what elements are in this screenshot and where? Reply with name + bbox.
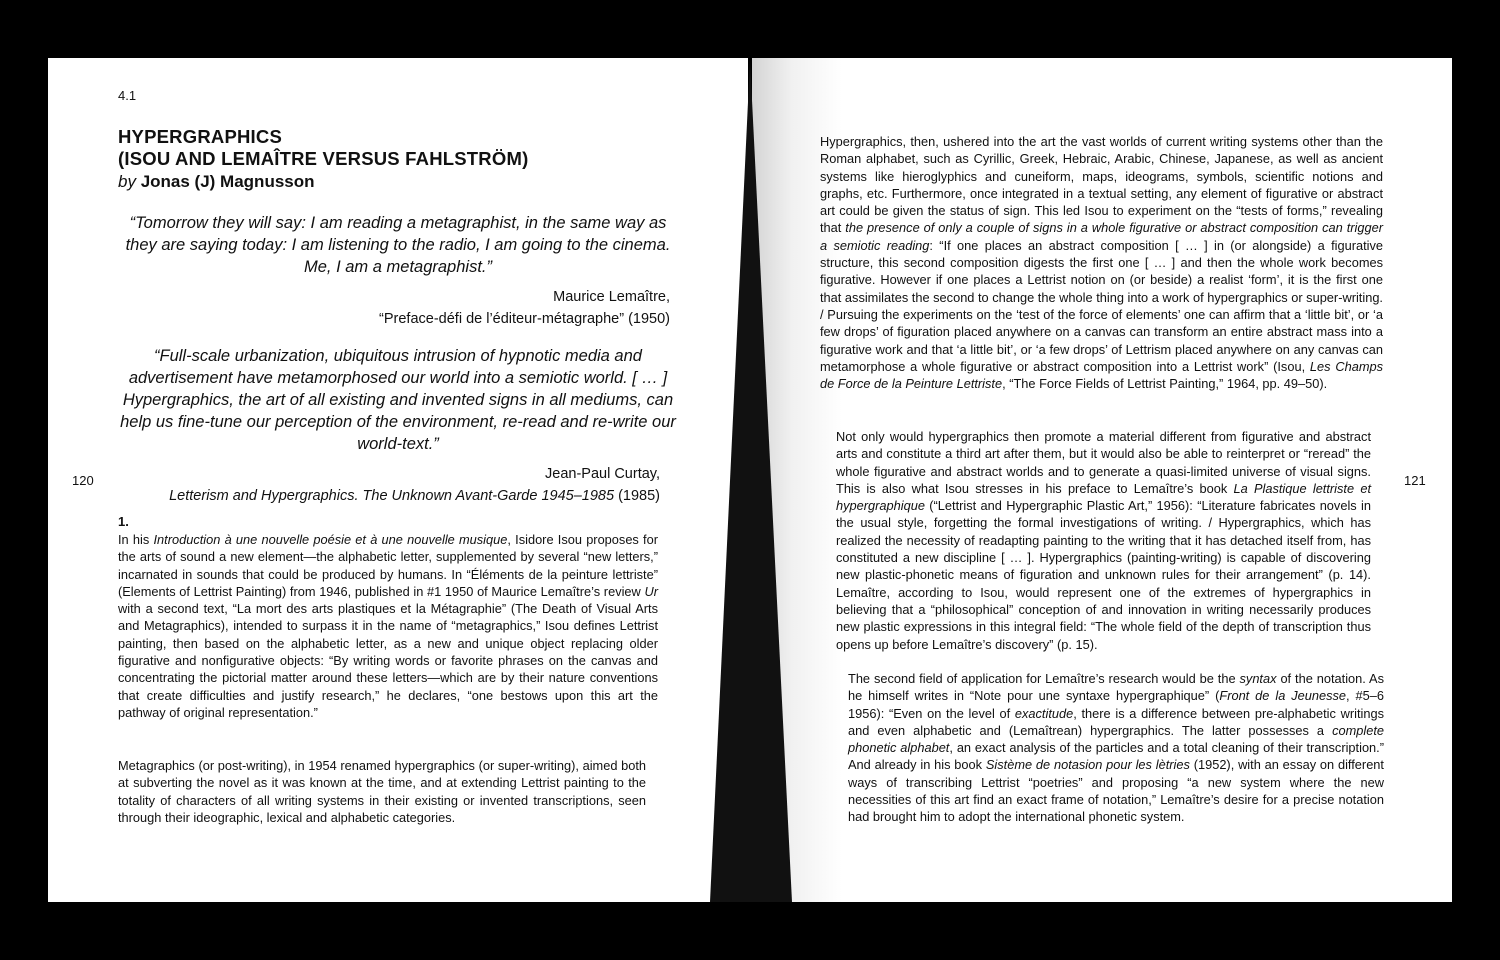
body-paragraph-left-1: In his Introduction à une nouvelle poésie et à une nouvelle musique, Isidore Isou proposes for the arts of sound a new element—the alphabetic letter, supplemented by several “new letters,” incarnated in sounds that could be produced by humans. In “Éléments de la peinture lettriste” (Elements of Lettrist Painting) from 1946, published in #1 1950 of Maurice Lemaître’s review Ur with a second text, “La mort des arts plastiques et la Métagraphie” (The Death of Visual Arts and Metagraphics), intended to surpass it in the name of “metagraphics,” Isou defines Lettrist painting, then based on the alphabetic letter, as a new and unique object replacing older figurative and nonfigurative objects: “By writing words or favorite phrases on the canvas and concentrating the pictorial matter around these letters—which are by their nature conventions that create difficulties and justify research,” he declares, “one bestows upon this art the pathway of original representation.” (118, 532, 658, 720)
body-paragraph-right-2: Not only would hypergraphics then promote a material different from figurative and abstract arts and constitute a third art after them, but it would also be able to reinterpret or “reread” the whole figurative and abstract worlds and to generate a quasi-limited universe of visual signs. This is also what Isou stresses in his preface to Lemaître’s book La Plastique lettriste et hypergraphique (“Lettrist and Hypergraphic Plastic Art,” 1956): “Literature fabricates novels in the usual style, forgetting the formal investigations of writing. / Hypergraphics, which has realized the necessity of readapting painting to the writing that it has detached itself from, has constituted a new discipline [ … ]. Hypergraphics (painting-writing) is capable of discovering new plastic-phonetic means of figuration and unknown rules for their arrangement” (p. 14). Lemaître, according to Isou, would represent one of the extremes of hypergraphics in believing that a “philosophical” conception of and innovation in writing necessarily produces new plastic expressions in this integral field: “The whole field of the depth of transcription thus opens up before Lemaître’s discovery” (p. 15). (836, 429, 1371, 652)
byline-by: by (118, 172, 136, 191)
section-heading: 1. (118, 514, 129, 529)
epigraph-source-1: “Preface-défi de l’éditeur-métagraphe” (1950) (379, 311, 670, 327)
epigraph-quote-2: “Full-scale urbanization, ubiquitous intrusion of hypnotic media and advertisement have metamorphosed our world into a semiotic world. [ … ] Hypergraphics, the art of all existing and invented signs in all mediums, can help us fine-tune our perception of the environment, re-read and re-write our world-text.” (120, 347, 676, 453)
body-paragraph-left-2: Metagraphics (or post-writing), in 1954 renamed hypergraphics (or super-writing), aimed both at subverting the novel as it was known at the time, and at extending Lettrist painting to the totality of characters of all writing systems in their existing or invented transcriptions, seen through their ideographic, lexical and alphabetic categories. (118, 758, 646, 825)
section-number: 4.1 (118, 88, 137, 103)
epigraph-author-1: Maurice Lemaître, (553, 289, 670, 305)
epigraph-source-title-2: Letterism and Hypergraphics. The Unknown Avant-Garde 1945–1985 (169, 488, 615, 504)
body-paragraph-right-1: Hypergraphics, then, ushered into the art the vast worlds of current writing systems other than the Roman alphabet, such as Cyrillic, Greek, Hebraic, Arabic, Chinese, Japanese, as well as ancient systems like hieroglyphics and cuneiform, maps, ideograms, symbols, scientific notions and graphs, etc. Furthermore, once integrated in a textual setting, any element of figurative or abstract art could be given the status of sign. This led Isou to experiment on the “tests of forms,” revealing that the presence of only a couple of signs in a whole figurative or abstract composition can trigger a semiotic reading: “If one places an abstract composition [ … ] in (or alongside) a figurative structure, this second composition digests the first one [ … ] and then the whole work becomes figurative. However if one places a Lettrist notion on (or beside) a realist ‘form’, it is the first one that assimilates the second to change the whole thing into a work of hypergraphics or super-writing. / Pursuing the experiments on the ‘test of the force of elements’ one can affirm that a ‘little bit’, or ‘a few drops’ of figuration placed anywhere on a canvas can transform an entire abstract mass into a figurative work and that ‘a little bit’, or ‘a few drops’ of Lettrism placed anywhere on any canvas can metamorphose a whole figurative or abstract composition into a Lettrist work” (Isou, Les Champs de Force de la Peinture Lettriste, “The Force Fields of Lettrist Painting,” 1964, pp. 49–50). (820, 134, 1383, 392)
epigraph-source-year-2: (1985) (618, 488, 660, 504)
page-number-right: 121 (1404, 473, 1426, 488)
epigraph-author-2: Jean-Paul Curtay, (545, 466, 660, 482)
epigraph-quote-1: “Tomorrow they will say: I am reading a metagraphist, in the same way as they are saying today: I am listening to the radio, I am going to the cinema. Me, I am a metagraphist.” (125, 214, 671, 276)
epigraph-attribution-1 (278, 286, 670, 330)
epigraph-attribution-2 (108, 463, 660, 507)
author-name: Jonas (J) Magnusson (140, 172, 315, 191)
page-number-left: 120 (72, 473, 94, 488)
left-page (48, 58, 748, 902)
article-title (118, 126, 678, 170)
title-line-1: HYPERGRAPHICS (118, 126, 282, 147)
body-paragraph-right-3: The second field of application for Lemaître’s research would be the syntax of the notation. As he himself writes in “Note pour une syntaxe hypergraphique” (Front de la Jeunesse, #5–6 1956): “Even on the level of exactitude, there is a difference between pre-alphabetic writings and even alphabetic and (Lemaîtrean) hypergraphics. The latter possesses a complete phonetic alphabet, an exact analysis of the particles and a total cleaning of their transcription.” And already in his book Sistème de notasion pour les lètries (1952), with an essay on different ways of transcribing Lettrist “poetries” and proposing “a new system where the new necessities of this art find an exact frame of notation,” Lemaître’s desire for a precise notation had brought him to adopt the international phonetic system. (848, 671, 1384, 825)
title-line-2: (ISOU AND LEMAÎTRE VERSUS FAHLSTRÖM) (118, 148, 529, 169)
right-page (752, 58, 1452, 902)
byline (118, 172, 315, 192)
